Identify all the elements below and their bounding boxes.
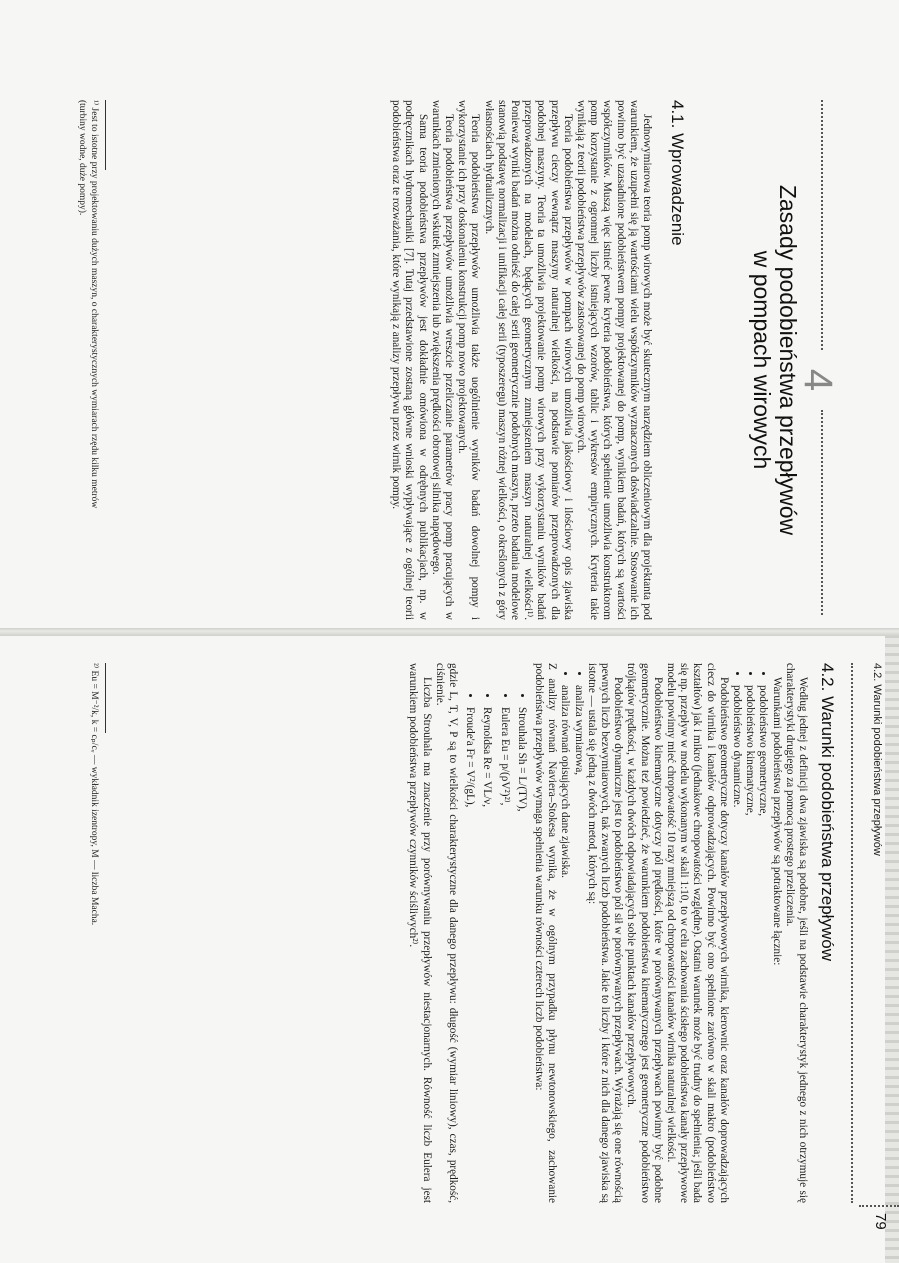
paragraph: Teoria podobieństwa przepływów umożliwia wreszcie przeliczanie parametrów pracy pomp pracujących w warunkach zmienionych wskutek zmniejszenia lub zwiększenia prędkości obrotowej silnika napędowego. [429, 100, 455, 620]
list-item: • podobieństwo kinematyczne, [743, 685, 756, 1203]
section-heading-4-2: 4.2. Warunki podobieństwa przepływów [818, 663, 837, 961]
list-item: • podobieństwo dynamiczne. [730, 685, 743, 1203]
ornament-dots-top [851, 663, 853, 1203]
formula-froude: • Froude'a Fr = V²/(gL), [463, 707, 476, 1203]
right-footnote: ²⁾ Eu = M⁻²/k, k = cₚ/cᵥ — wykładnik izentropy, M — liczba Macha. [89, 663, 99, 926]
chapter-title [749, 140, 801, 580]
formula-euler: • Eulera Eu = p/(ρV²)²⁾, [497, 707, 510, 1203]
chapter-title-line1: Zasady podobieństwa przepływów [775, 184, 801, 536]
paragraph: Liczba Strouhala ma znaczenie przy porównywaniu przepływów niestacjonarnych. Równość liczb Eulera jest warunkiem podobieństwa przepływów czynników ściśliwych²⁾. [407, 663, 433, 1203]
paragraph: Z analizy równań Naviera–Stokesa wynika, że w ogólnym przypadku płynu newtonowskiego, zachowanie podobieństwa przepływów wymaga spełnienia warunku równości czterech liczb podobieństwa: [532, 663, 559, 1203]
formula-strouhal: • Strouhala Sh = L/(TV), [515, 707, 528, 1203]
left-footnote [76, 100, 99, 620]
section-heading-4-1: 4.1. Wprowadzenie [668, 100, 687, 246]
right-body-text [406, 663, 809, 1203]
paragraph: Teoria podobieństwa przepływów w pompach wirowych umożliwia jakościowy i ilościowy opis zjawiska przepływu cieczy wewnątrz maszyny naturalnej wielkości, na podstawie pomiarów przeprowadzonych dla podobnej maszyny. Teoria ta umożliwia projektowanie pomp wirowych przy wykorzystaniu wyników badań przeprowadzonych na modelach, będących geometrycznym zmniejszeniem maszyn naturalnej wielkości¹⁾. Ponieważ wyniki badań można odnieść do całej serii geometrycznie podobnych maszyn, przeto badania modelowe stanowią podstawę normalizacji i unifikacji całej serii (typoszeregu) maszyn różnej wielkości, o określonych z góry własnościach hydraulicznych. [482, 100, 574, 620]
ornament-dots-vertical [859, 1205, 899, 1207]
chapter-number: 4 [796, 368, 840, 392]
ornament-dots-right [821, 410, 823, 615]
similarity-numbers-list [463, 663, 528, 1203]
formula-reynolds: • Reynoldsa Re = VL/ν, [480, 707, 493, 1203]
paragraph: Według jednej z definicji dwa zjawiska są podobne, jeśli na podstawie charakterystyk jednego z nich otrzymuje się charakterystyki drugiego za pomocą prostego przeliczenia. [783, 663, 809, 1203]
conditions-list [730, 663, 770, 1203]
paragraph: Podobieństwo kinematyczne dotyczy pól prędkości, które w porównywanych przepływach powinny być podobne geometrycznie. Można też powiedzieć, że warunkiem podobieństwa kinematycznego jest geometryczne podobieństwo trójkątów prędkości, w każdych dwóch odpowiadających sobie punktach kanałów przepływowych. [625, 663, 664, 1203]
footnote-line: ¹⁾ Jest to istotne przy projektowaniu dużych maszyn, o charakterystycznych wymiarach rzędu kilku metrów [89, 100, 99, 509]
paragraph: Sama teoria podobieństwa przepływów jest dokładnie omówiona w odrębnych publikacjach, np. w podręcznikach hydromechaniki [7]. Tutaj przedstawione zostaną główne wnioski wypływające z ogólnej teorii podobieństwa oraz te rozważania, które wynikają z analizy przepływu przez wirnik pompy. [390, 100, 429, 620]
paragraph: Podobieństwo geometryczne dotyczy kanałów przepływowych wirnika, kierownic oraz kanałów doprowadzających ciecz do wirnika i kanałów odprowadzających. Powinno być ono spełnione zarówno w skali makro (podobieństwo kształtów) jak i mikro (jednakowe chropowatości względne). Ostatni warunek może być trudny do spełnienia; jeśli bada się np. przepływ w modelu wykonanym w skali 1:10, to w celu zachowania ścisłego podobieństwa kanały przepływowe modelu powinny mieć chropowatość 10 razy mniejszą od chropowatości kanałów wirnika naturalnej wielkości. [664, 663, 730, 1203]
left-page [0, 0, 899, 625]
paragraph: Warunkami podobieństwa przepływów są potraktowane łącznie: [770, 677, 783, 966]
list-item: • analiza równań opisujących dane zjawiska. [558, 685, 571, 1203]
list-item: • analiza wymiarowa, [571, 685, 584, 1203]
paragraph: gdzie L, T, V, P są to wielkości charakterystyczne dla danego przepływu: długość (wymiar liniowy), czas, prędkość, ciśnienie. [433, 663, 459, 1203]
left-body-text [389, 100, 653, 620]
paragraph: Podobieństwo dynamiczne jest to podobieństwo pól sił w porównywanych przepływach. Wyrażają się one równością pewnych liczb bezwymiarowych, tak zwanych liczb podobieństwa. Jakie to liczby i które z nich dla danego zjawiska są istotne — ustala się jedną z dwóch metod, których są: [585, 663, 625, 1203]
paragraph: Jednowymiarowa teoria pomp wirowych może być skutecznym narzędziem obliczeniowym dla projektanta pod warunkiem, że uzupełni się ją wartościami wielu współczynników wyznaczonych doświadczalnie. Stosowanie ich powinno być uzasadnione podobieństwem pompy projektowanej do pomp, wynikiem badań, których są wartości współczynników. Muszą więc istnieć pewne kryteria podobieństwa, których spełnienie umożliwia konstruktorom pomp korzystanie z ogromnej liczby istniejących wzorów, tablic i wykresów empirycznych. Kryteria takie wynikają z teorii podobieństwa przepływów zastosowanej do pomp wirowych. [574, 100, 653, 620]
methods-list [558, 663, 584, 1203]
list-item: • podobieństwo geometryczne, [756, 685, 769, 1203]
running-head: 4.2. Warunki podobieństwa przepływów [871, 663, 883, 856]
right-page [0, 635, 899, 1263]
paragraph: Teoria podobieństwa przepływów umożliwia także uogólnienie wyników badań dowolnej pompy i wykorzystanie ich przy doskonaleniu konstrukcji pomp nowo projektowanych. [456, 100, 482, 620]
chapter-title-line2: w pompach wirowych [749, 250, 775, 470]
footnote-rule [105, 100, 106, 170]
footnote-line: (turbiny wodne, duże pompy). [77, 100, 88, 216]
footnote-rule [105, 663, 106, 733]
ornament-dots-left [821, 100, 823, 350]
page-number: 79 [872, 1213, 889, 1230]
